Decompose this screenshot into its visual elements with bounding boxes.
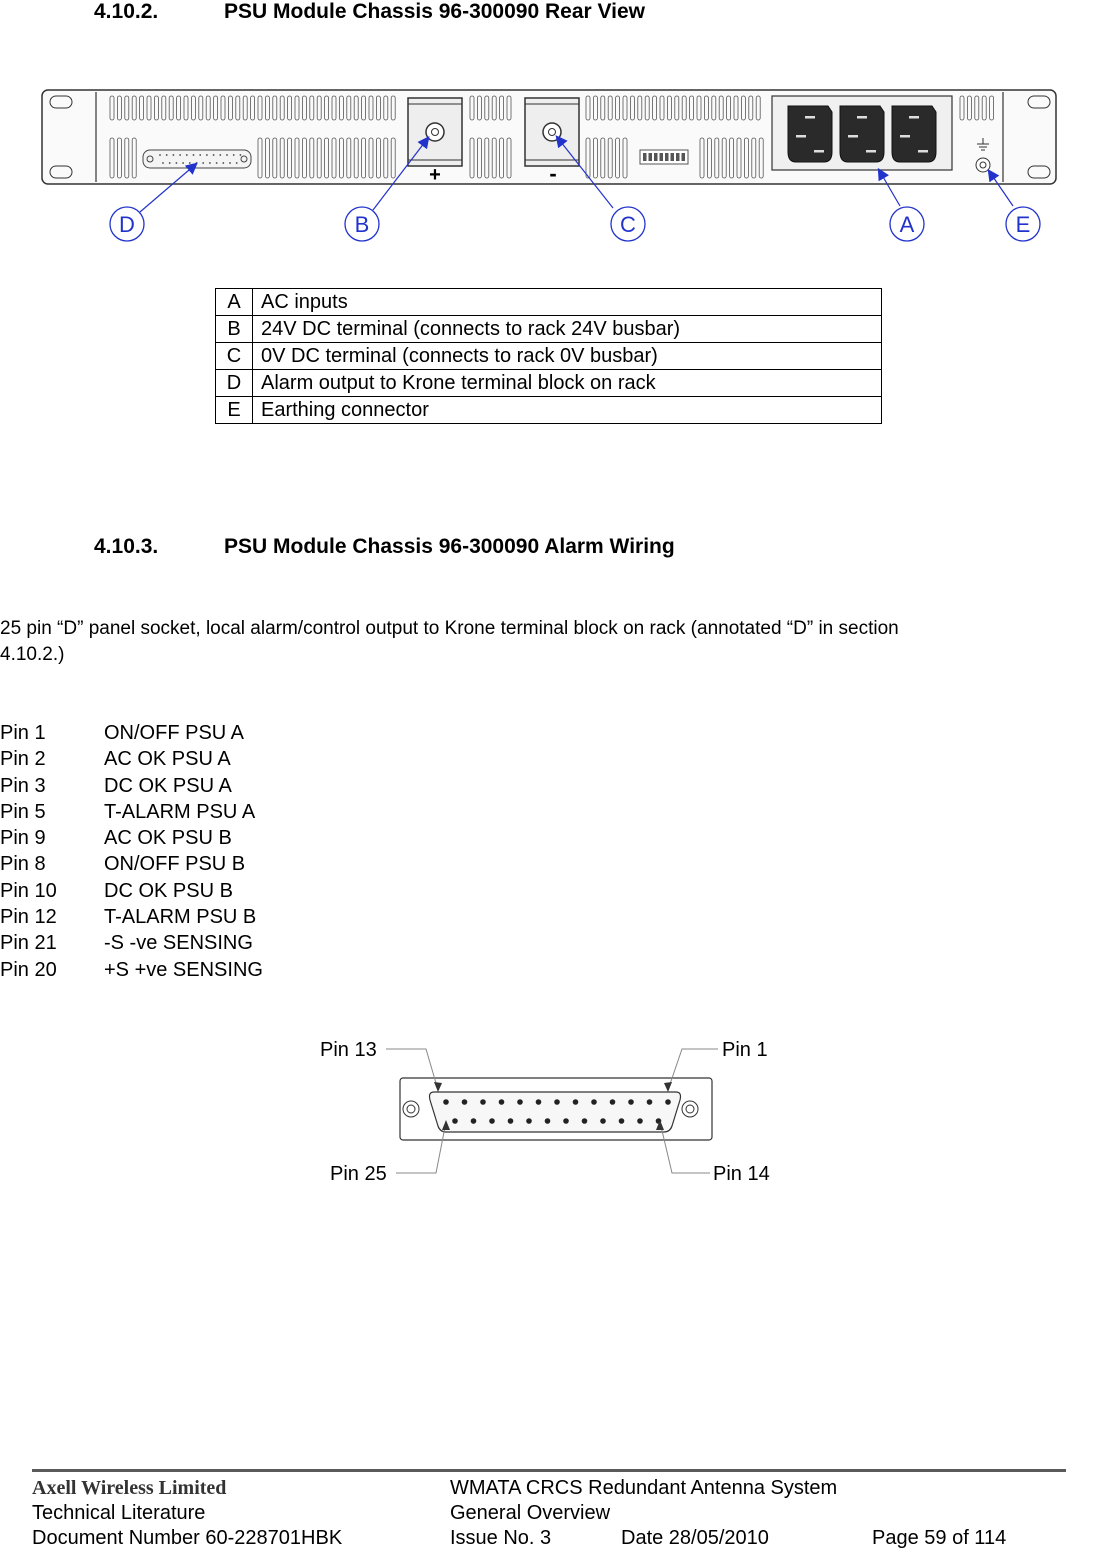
list-item [0,746,400,772]
pin-number: Pin 12 [0,906,57,929]
dsub-pin [189,162,191,164]
dsub-pin [600,1118,606,1124]
footer-issue: Issue No. 3 [450,1527,552,1549]
dsub-connector [143,150,251,168]
legend-key: A [216,289,253,316]
page-footer [32,1469,1066,1552]
svg-text:C: C [620,212,636,237]
dip-switch-toggle [665,153,669,161]
legend-row [216,343,882,370]
dsub-pin [202,162,204,164]
dip-switch-toggle [643,153,647,161]
pin-number: Pin 3 [0,774,46,797]
pin-number: Pin 21 [0,932,57,955]
dsub-pin [173,154,175,156]
pin-function: T-ALARM PSU A [104,800,256,823]
svg-text:D: D [119,212,135,237]
svg-text:A: A [899,212,915,237]
iec-inlet [840,106,884,162]
list-item [0,930,400,956]
pin-number: Pin 20 [0,958,57,981]
dsub-pin [219,154,221,156]
dsub-pin [233,154,235,156]
dsub-pin [176,162,178,164]
dip-switch-toggle [676,153,680,161]
dsub-pin [536,1099,542,1105]
pin-number: Pin 5 [0,800,46,823]
pin-list [0,720,400,983]
callout-e [1006,207,1040,241]
dsub-pin [162,162,164,164]
svg-text:B: B [354,212,370,237]
list-item [0,904,400,930]
pin-function: -S -ve SENSING [104,932,253,955]
label-pin1: Pin 1 [722,1039,768,1061]
legend-key: C [216,343,253,370]
dsub-pin [647,1099,653,1105]
dsub-pin [166,154,168,156]
legend-row [216,289,882,316]
dsub-pin [462,1099,468,1105]
section-title: PSU Module Chassis 96-300090 Rear View [224,0,645,23]
dsub-pin [489,1118,495,1124]
legend-desc: 0V DC terminal (connects to rack 0V busbar) [253,343,882,370]
section-number: 4.10.3. [94,535,159,558]
rear-view-diagram [0,40,1096,300]
legend-key: B [216,316,253,343]
legend-row [216,316,882,343]
pin-number: Pin 1 [0,722,46,744]
svg-text:E: E [1015,212,1031,237]
pin-number: Pin 10 [0,879,57,902]
section-heading-alarm-wiring [94,535,894,561]
pin-function: DC OK PSU B [104,879,233,902]
dsub-pin [216,162,218,164]
legend-key: D [216,370,253,397]
dip-switch [640,150,688,164]
dsub-pin [573,1099,579,1105]
dsub-pin [169,162,171,164]
polarity-plus-label: + [429,164,441,186]
dsub-pin [665,1099,671,1105]
dip-switch-toggle [649,153,653,161]
paragraph-line: 25 pin “D” panel socket, local alarm/control output to Krone terminal block on rack (annotated “D” in section [0,618,899,639]
pin-function: +S +ve SENSING [104,958,263,981]
dsub-pin [517,1099,523,1105]
list-item [0,878,400,904]
dip-switch-toggle [660,153,664,161]
list-item [0,851,400,877]
pin-function: DC OK PSU A [104,774,232,797]
footer-literature: Technical Literature [32,1502,206,1524]
dsub-pin [182,162,184,164]
dsub-pin [545,1118,551,1124]
list-item [0,720,400,746]
list-item [0,957,400,983]
dip-switch-toggle [682,153,686,161]
dsub-pin [206,154,208,156]
dsub-pin [471,1118,477,1124]
dsub-pin [499,1099,505,1105]
dsub-pin [236,162,238,164]
earthing-stud [976,158,990,172]
dsub-pin [229,162,231,164]
legend-row [216,397,882,424]
dc-terminal-minus [525,98,579,166]
paragraph-line: 4.10.2.) [0,644,65,665]
dsub-pin [591,1099,597,1105]
dsub-pin [508,1118,514,1124]
footer-overview: General Overview [450,1502,611,1524]
pin-function: ON/OFF PSU A [104,722,245,744]
legend-desc: AC inputs [253,289,882,316]
polarity-minus-label: - [549,161,557,186]
dsub-pin [159,154,161,156]
dsub-pin [226,154,228,156]
dsub-pin [628,1099,634,1105]
pin-number: Pin 2 [0,748,46,771]
pin-number: Pin 9 [0,827,46,850]
label-pin14: Pin 14 [713,1163,770,1185]
list-item [0,773,400,799]
callout-b [345,207,379,241]
iec-inlet [788,106,832,162]
dsub-pin [240,154,242,156]
legend-desc: Alarm output to Krone terminal block on rack [253,370,882,397]
pin-function: T-ALARM PSU B [104,906,257,929]
dsub-pin [526,1118,532,1124]
dsub-pin [193,154,195,156]
legend-desc: Earthing connector [253,397,882,424]
dsub-pin [619,1118,625,1124]
dsub-pin [222,162,224,164]
section-heading-rear-view [94,0,894,26]
legend-key: E [216,397,253,424]
section-number: 4.10.2. [94,0,159,23]
footer-company: Axell Wireless Limited [32,1477,227,1499]
pin-function: AC OK PSU B [104,827,232,850]
dip-switch-toggle [671,153,675,161]
footer-page: Page 59 of 114 [872,1527,1007,1549]
footer-system: WMATA CRCS Redundant Antenna System [450,1477,838,1499]
callout-c [611,207,645,241]
pin-number: Pin 8 [0,853,46,876]
legend-row [216,370,882,397]
iec-inlet [892,106,936,162]
dsub-pin [452,1118,458,1124]
dc-terminal-plus [408,98,462,166]
callout-d [110,207,144,241]
list-item [0,799,400,825]
dsub-pin [554,1099,560,1105]
footer-divider [32,1469,1066,1472]
dsub-pinout-diagram [300,1030,800,1200]
dsub-pin [209,162,211,164]
dsub-pin [582,1118,588,1124]
dsub-pin [213,154,215,156]
label-pin13: Pin 13 [320,1039,377,1061]
legend-desc: 24V DC terminal (connects to rack 24V busbar) [253,316,882,343]
dsub-pin [443,1099,449,1105]
legend-table [215,288,882,424]
dsub-pin [563,1118,569,1124]
dsub-pin [196,162,198,164]
list-item [0,825,400,851]
footer-date: Date 28/05/2010 [621,1527,769,1549]
dsub-pin [637,1118,643,1124]
dsub-pin [480,1099,486,1105]
description-paragraph [0,616,1096,668]
dsub-pin [199,154,201,156]
footer-docnum: Document Number 60-228701HBK [32,1527,343,1549]
label-pin25: Pin 25 [330,1163,387,1185]
pin-function: ON/OFF PSU B [104,853,246,876]
dsub-shell [430,1092,681,1132]
callout-a [890,207,924,241]
dsub-pin [179,154,181,156]
dsub-pin [610,1099,616,1105]
section-title: PSU Module Chassis 96-300090 Alarm Wiring [224,535,675,558]
dsub-pin [186,154,188,156]
dip-switch-toggle [654,153,658,161]
pin-function: AC OK PSU A [104,748,231,771]
